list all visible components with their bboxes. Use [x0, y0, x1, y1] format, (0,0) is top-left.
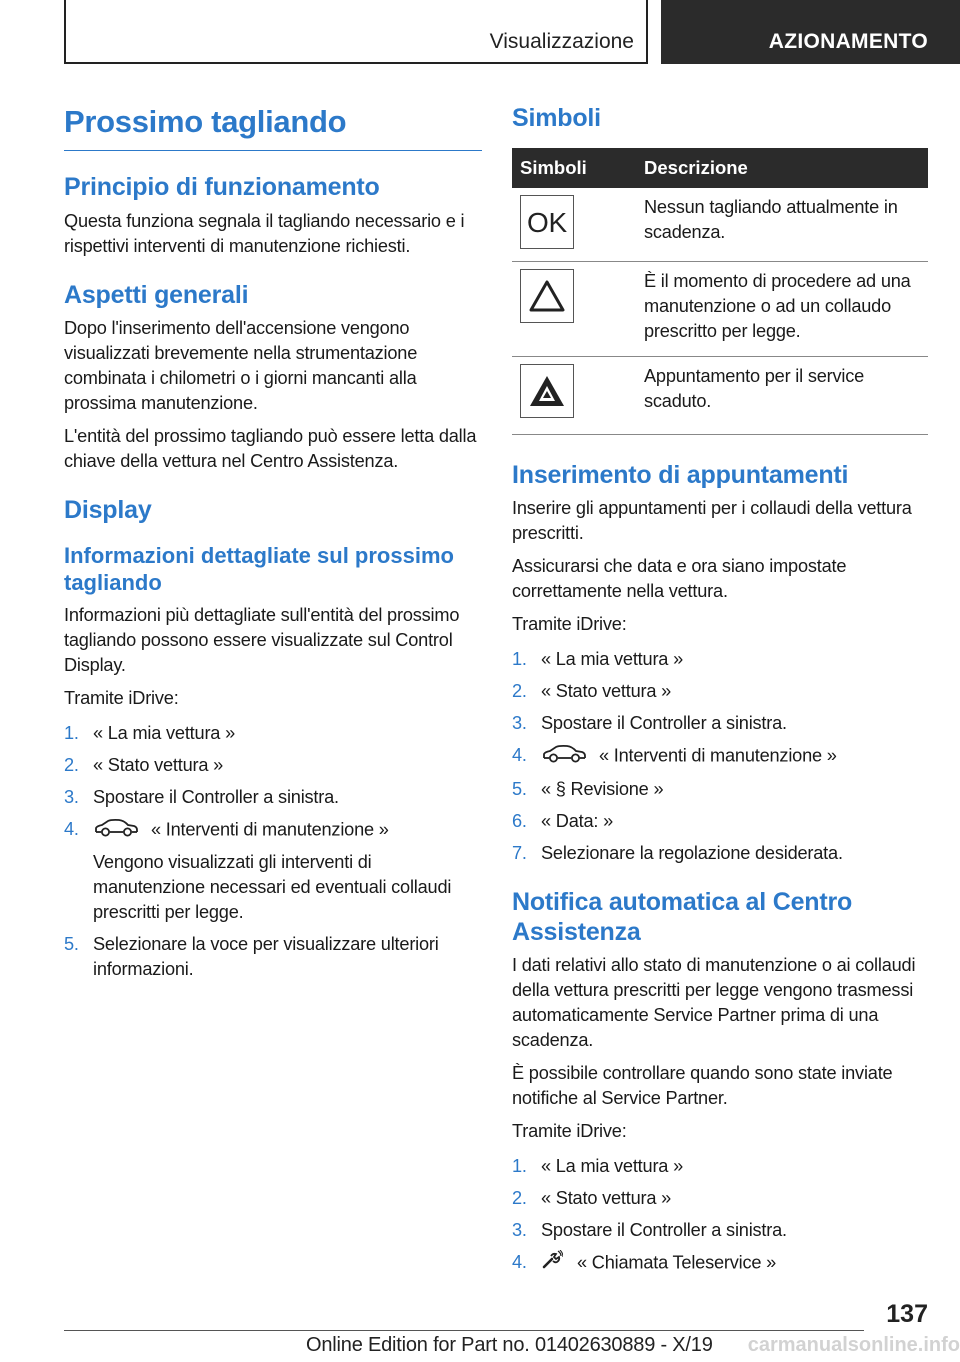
step-text: Spostare il Controller a sinistra. — [93, 786, 339, 807]
step-text: Spostare il Controller a sinistra. — [541, 713, 787, 733]
table-header-descrizione: Descrizione — [636, 148, 928, 188]
steps-list-right-2 — [512, 1154, 928, 1277]
header-section-tab — [64, 0, 648, 64]
paragraph-notifica-2: È possibile controllare quando sono state inviate notifiche al Service Partner. — [512, 1063, 893, 1108]
list-item — [512, 743, 928, 770]
header-chapter-label: AZIONAMENTO — [768, 30, 928, 53]
list-item — [512, 809, 928, 834]
step-number: 2. — [64, 754, 79, 775]
step-number: 3. — [512, 1220, 527, 1240]
step-subtext: Vengono visualizzati gli interventi di manutenzione necessari ed eventuali collaudi prescritti per legge. — [93, 851, 452, 922]
list-item — [512, 1154, 928, 1179]
list-item — [512, 1218, 928, 1243]
step-text: « La mia vettura » — [541, 1156, 683, 1176]
paragraph-aspetti-2: L'entità del prossimo tagliando può essere letta dalla chiave della vettura nel Centro Assistenza. — [64, 426, 477, 471]
table-row — [512, 188, 928, 262]
step-text: « Data: » — [541, 811, 614, 831]
step-text: « La mia vettura » — [93, 722, 235, 743]
step-text: « La mia vettura » — [541, 649, 683, 669]
step-number: 2. — [512, 1188, 527, 1208]
step-number: 1. — [512, 649, 527, 669]
filled-warning-triangle-icon — [520, 364, 574, 418]
paragraph-tramite: Tramite iDrive: — [512, 614, 627, 634]
paragraph-notifica-1: I dati relativi allo stato di manutenzione o ai collaudi della vettura prescritti per legge vengono trasmessi automaticamente Service Partner prima di una scadenza. — [512, 955, 916, 1050]
heading-inserimento: Inserimento di appuntamenti — [512, 460, 849, 489]
paragraph-inserimento-1: Inserire gli appuntamenti per i collaudi della vettura prescritti. — [512, 498, 912, 543]
list-item — [64, 932, 482, 982]
list-item — [64, 817, 482, 925]
heading-simboli: Simboli — [512, 104, 601, 132]
step-number: 2. — [512, 681, 527, 701]
step-text: « Interventi di manutenzione » — [599, 745, 837, 766]
list-item — [64, 785, 482, 810]
step-text: Selezionare la voce per visualizzare ulteriori informazioni. — [93, 933, 439, 979]
header-section-label: Visualizzazione — [489, 30, 634, 53]
step-text: Selezionare la regolazione desiderata. — [541, 843, 843, 863]
table-row — [512, 356, 928, 434]
svg-text:OK: OK — [526, 207, 568, 236]
step-text: « Stato vettura » — [541, 1188, 672, 1208]
footer-divider — [64, 1330, 864, 1331]
step-number: 3. — [64, 786, 79, 807]
list-item — [512, 647, 928, 672]
table-cell-desc: Nessun tagliando attualmente in scadenza. — [636, 188, 928, 262]
paragraph-inserimento-2: Assicurarsi che data e ora siano impostate correttamente nella vettura. — [512, 556, 847, 601]
list-item — [64, 721, 482, 746]
watermark-text: carmanualsonline.info — [747, 1334, 960, 1356]
step-number: 4. — [64, 818, 79, 839]
steps-list-right — [512, 647, 928, 866]
step-text: « Stato vettura » — [541, 681, 672, 701]
teleservice-wrench-icon — [541, 1250, 563, 1277]
heading-principio: Principio di funzionamento — [64, 173, 380, 201]
table-header-simboli: Simboli — [512, 148, 636, 188]
edition-text: Online Edition for Part no. 01402630889 - X/19 — [306, 1334, 713, 1356]
table-cell-desc: Appuntamento per il service scaduto. — [636, 356, 928, 434]
list-item — [64, 753, 482, 778]
step-text: « Stato vettura » — [93, 754, 224, 775]
step-number: 1. — [512, 1156, 527, 1176]
step-text: Spostare il Controller a sinistra. — [541, 1220, 787, 1240]
list-item — [512, 841, 928, 866]
paragraph-tramite: Tramite iDrive: — [512, 1121, 627, 1141]
list-item — [512, 1186, 928, 1211]
table-row — [512, 261, 928, 356]
step-number: 5. — [64, 933, 79, 954]
heading-aspetti: Aspetti generali — [64, 280, 249, 309]
table-header-row — [512, 148, 928, 188]
page-header — [0, 0, 960, 66]
header-chapter-tab — [661, 0, 960, 64]
paragraph-tramite: Tramite iDrive: — [64, 687, 179, 708]
list-item — [512, 777, 928, 802]
left-column — [64, 100, 482, 989]
heading-display: Display — [64, 496, 152, 524]
step-text: « Interventi di manutenzione » — [151, 818, 389, 839]
heading-notifica: Notifica automatica al Centro Assistenza — [512, 888, 853, 946]
steps-list-left — [64, 721, 482, 982]
list-item — [512, 711, 928, 736]
symbols-table — [512, 148, 928, 435]
step-number: 1. — [64, 722, 79, 743]
table-cell-symbol — [512, 356, 636, 434]
list-item — [512, 1250, 928, 1277]
right-column — [512, 100, 928, 1284]
page-number: 137 — [886, 1300, 928, 1328]
step-number: 3. — [512, 713, 527, 733]
table-cell-symbol — [512, 188, 636, 262]
step-number: 4. — [512, 1252, 527, 1272]
ok-icon — [520, 195, 574, 249]
paragraph-aspetti-1: Dopo l'inserimento dell'accensione vengono visualizzati brevemente nella strumentazione combinata i chilometri o i giorni mancanti alla prossima manutenzione. — [64, 318, 418, 413]
table-cell-desc: È il momento di procedere ad una manutenzione o ad un collaudo prescritto per legge. — [636, 261, 928, 356]
warning-triangle-icon — [520, 269, 574, 323]
step-text: « Chiamata Teleservice » — [577, 1252, 777, 1273]
paragraph-info: Informazioni più dettagliate sull'entità del prossimo tagliando possono essere visualizzate sul Control Display. — [64, 604, 460, 675]
step-number: 7. — [512, 843, 527, 863]
heading-info: Informazioni dettagliate sul prossimo tagliando — [64, 542, 454, 595]
step-number: 4. — [512, 745, 527, 765]
page-title: Prossimo tagliando — [64, 104, 482, 151]
car-service-icon — [93, 817, 139, 844]
list-item — [512, 679, 928, 704]
step-number: 6. — [512, 811, 527, 831]
step-text: « § Revisione » — [541, 779, 664, 799]
table-cell-symbol — [512, 261, 636, 356]
paragraph-principio: Questa funziona segnala il tagliando necessario e i rispettivi interventi di manutenzione richiesti. — [64, 210, 465, 256]
car-service-icon — [541, 743, 587, 770]
step-number: 5. — [512, 779, 527, 799]
